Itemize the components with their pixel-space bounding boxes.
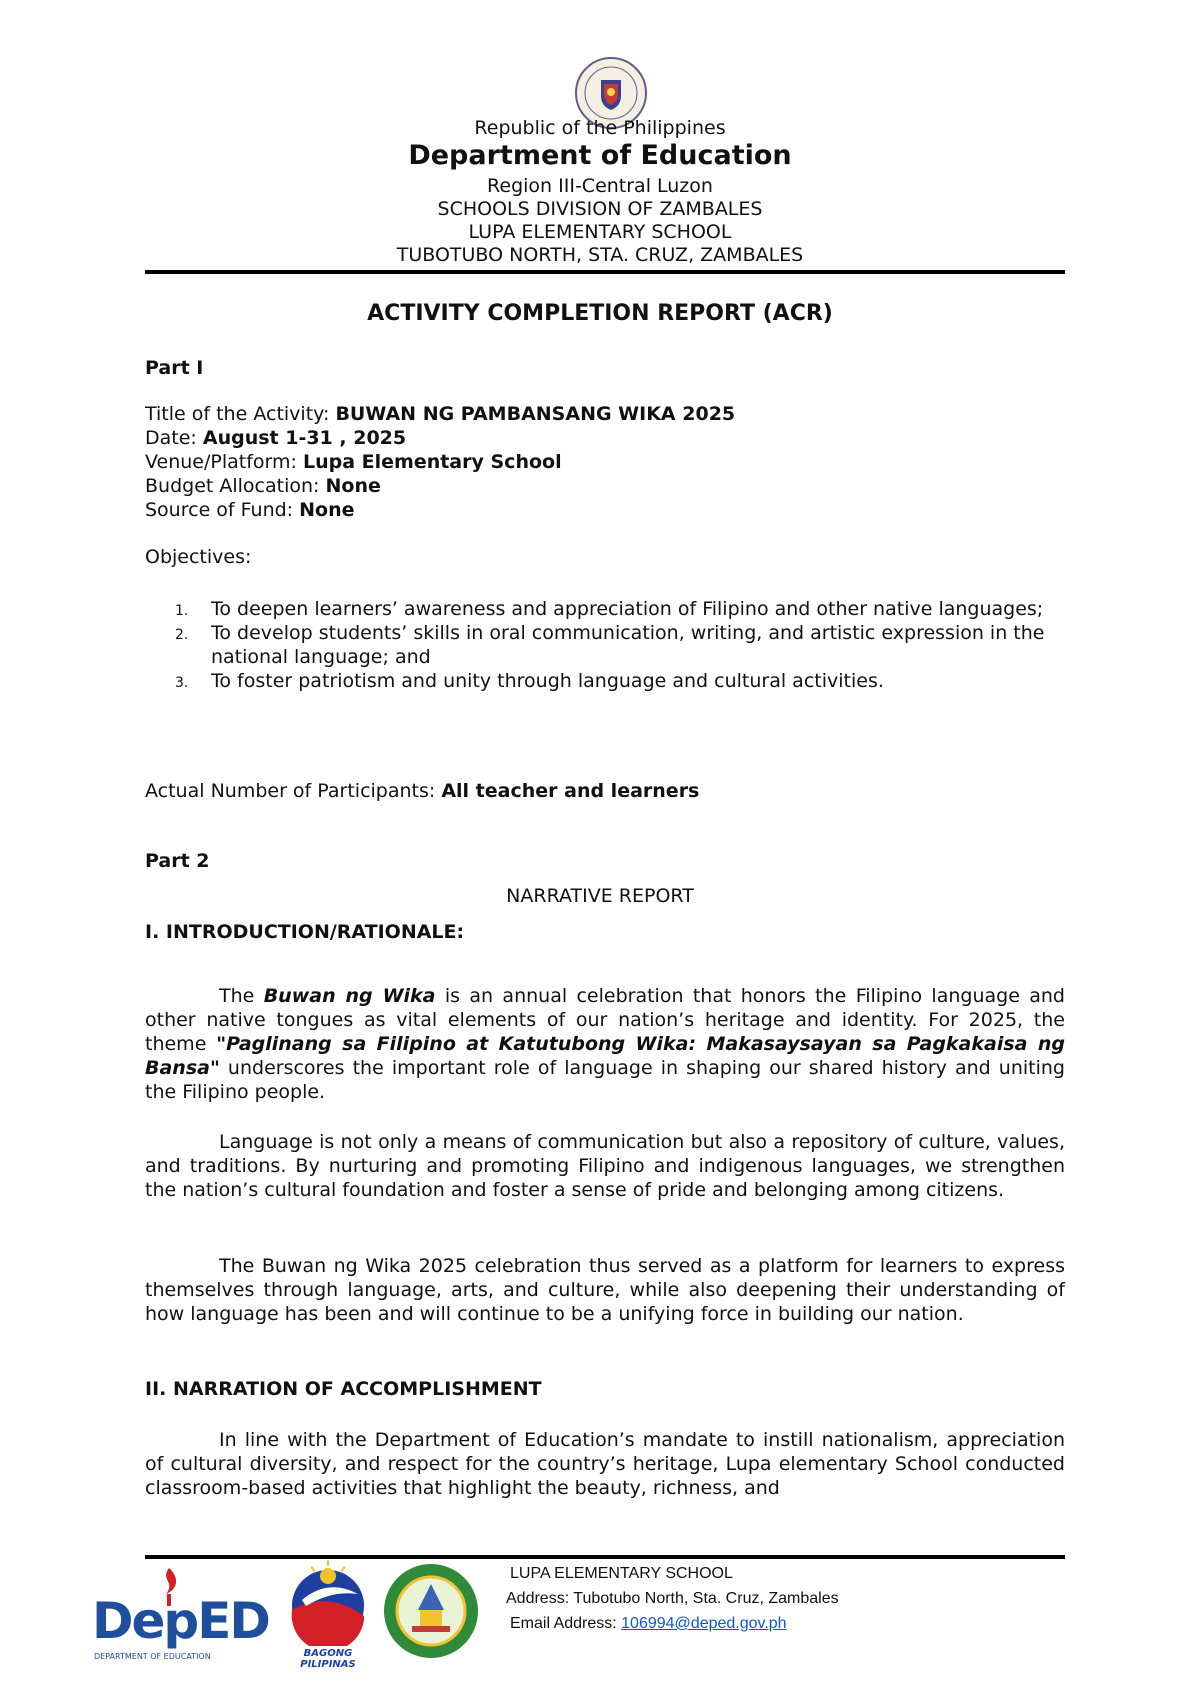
field-budget: Budget Allocation: None [145, 475, 381, 497]
section1-title: I. INTRODUCTION/RATIONALE: [145, 921, 465, 943]
intro-paragraph-2: Language is not only a means of communication but also a repository of culture, values, and traditions. By nurturing and promoting Filipino and indigenous languages, we strengthen the nation’s cultural foundation and foster a sense of pride and belonging among citizens. [145, 1131, 1065, 1201]
republic-line: Republic of the Philippines [474, 117, 726, 139]
field-activity-title: Title of the Activity: BUWAN NG PAMBANSANG WIKA 2025 [145, 403, 736, 425]
footer-divider [145, 1555, 1065, 1559]
field-venue: Venue/Platform: Lupa Elementary School [145, 451, 562, 473]
objectives-list [145, 597, 1065, 693]
email-link[interactable]: 106994@deped.gov.ph [621, 1615, 787, 1632]
region-line: Region III-Central Luzon [487, 175, 713, 197]
narrative-title: NARRATIVE REPORT [506, 885, 694, 907]
school-seal-icon [382, 1562, 480, 1660]
participants-line: Actual Number of Participants: All teacher and learners [145, 780, 700, 802]
school-address-line: TUBOTUBO NORTH, STA. CRUZ, ZAMBALES [396, 244, 804, 266]
section2-title: II. NARRATION OF ACCOMPLISHMENT [145, 1378, 542, 1400]
list-item: 1. To deepen learners’ awareness and appreciation of Filipino and other native languages; [175, 598, 1044, 620]
accomplishment-paragraph: In line with the Department of Education’s mandate to instill nationalism, appreciation of cultural diversity, and respect for the country’s heritage, Lupa elementary School conducted classroom-based activities that highlight the beauty, richness, and [145, 1429, 1065, 1499]
school-line: LUPA ELEMENTARY SCHOOL [468, 221, 732, 243]
bagong-pilipinas-logo: BAGONG PILIPINAS [282, 1560, 374, 1666]
objectives-label: Objectives: [145, 546, 252, 568]
list-item: 2. To develop students’ skills in oral communication, writing, and artistic expression in the national language; and [175, 622, 1045, 668]
deped-logo: DepED DEPARTMENT OF EDUCATION [92, 1566, 264, 1666]
department-name: Department of Education [408, 140, 792, 171]
field-fund-source: Source of Fund: None [145, 499, 355, 521]
bagong-pilipinas-emblem-icon [282, 1560, 374, 1646]
part1-label: Part I [145, 357, 204, 379]
intro-paragraph-3: The Buwan ng Wika 2025 celebration thus served as a platform for learners to express themselves through language, arts, and culture, while also deepening their understanding of how language has been and will continue to be a unifying force in building our nation. [145, 1255, 1065, 1325]
field-date: Date: August 1-31 , 2025 [145, 427, 407, 449]
list-item: 3. To foster patriotism and unity through language and cultural activities. [175, 670, 884, 692]
division-line: SCHOOLS DIVISION OF ZAMBALES [437, 198, 763, 220]
header-divider [145, 270, 1065, 274]
report-title: ACTIVITY COMPLETION REPORT (ACR) [367, 301, 833, 326]
footer-address: Address: Tubotubo North, Sta. Cruz, Zambales [506, 1590, 839, 1607]
intro-paragraph-1: The Buwan ng Wika is an annual celebration that honors the Filipino language and other native tongues as vital elements of our nation’s heritage and identity. For 2025, the theme "Paglinang sa Filipino at Katutubong Wika: Makasaysayan sa Pagkakaisa ng Bansa" underscores the important role of language in shaping our shared history and uniting the Filipino people. [145, 985, 1066, 1103]
part2-label: Part 2 [145, 850, 210, 872]
footer-school-name: LUPA ELEMENTARY SCHOOL [510, 1565, 733, 1582]
footer-email-line: Email Address: 106994@deped.gov.ph [510, 1615, 787, 1632]
